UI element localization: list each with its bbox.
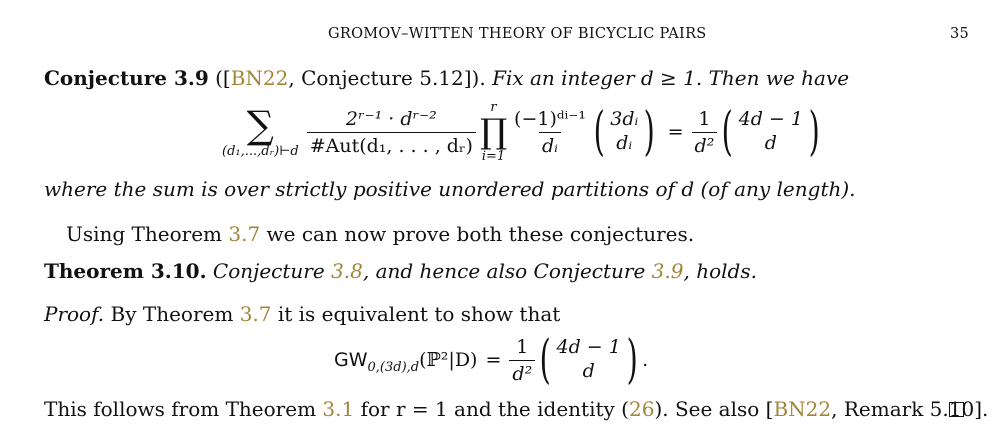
binomial-3di: 3dᵢ dᵢ — [610, 108, 639, 154]
conjecture-formula: ∑ (d₁,...,dᵣ)⊢d $\frac{\text{2ʳ⁻¹ · dʳ⁻²}}{\text{\#Aut(d₁, . . . , dᵣ)}}$ r ∏ i=1 $\frac{\text{(−1)ᵈⁱ⁻¹}}{\text{dᵢ}}$ ( 3dᵢ dᵢ ) = $\frac{1}{\text{d²}}$ ( 4d − 1 d ) — [222, 100, 820, 164]
cite-open: ([ — [215, 66, 231, 90]
proof-label: Proof. — [44, 302, 105, 326]
gw-subscript: 0,(3d),d — [367, 359, 420, 375]
sum-limit: (d₁,...,dᵣ)⊢d — [222, 143, 299, 159]
gw-argument: (ℙ²|D) — [419, 349, 478, 371]
term-fraction — [511, 108, 589, 157]
binomial-4d: 4d − 1 d — [738, 108, 803, 154]
ref-link-3-7[interactable]: 3.7 — [228, 222, 261, 246]
rhs-fraction: $\frac{1}{\text{d²}}$ — [692, 108, 718, 157]
cite-rest: , Conjecture 5.12]). — [288, 66, 486, 90]
theorem-label: Theorem 3.10. — [44, 259, 207, 283]
ref-link-3-7b[interactable]: 3.7 — [239, 302, 272, 326]
ref-link-26[interactable]: 26 — [628, 397, 655, 421]
sum-operator: ∑ (d₁,...,dᵣ)⊢d — [222, 102, 299, 159]
ref-link-3-8[interactable]: 3.8 — [331, 259, 363, 283]
cite-link-bn22b[interactable]: BN22 — [773, 397, 832, 421]
conjecture-label: Conjecture 3.9 — [44, 66, 209, 90]
ref-link-3-1[interactable]: 3.1 — [322, 397, 355, 421]
conjecture-statement: Fix an integer d ≥ 1. Then we have — [492, 66, 850, 90]
running-title: GROMOV–WITTEN THEORY OF BICYCLIC PAIRS — [328, 26, 707, 42]
prefactor-fraction — [307, 108, 476, 157]
product-lower: i=1 — [481, 149, 506, 164]
cite-link-bn22[interactable]: BN22 — [230, 66, 289, 90]
theorem-3-10: Theorem 3.10. Conjecture 3.8, and hence also Conjecture 3.9, holds. — [44, 259, 757, 283]
ref-link-3-9[interactable]: 3.9 — [651, 259, 684, 283]
proof-formula: GW $_{0,(3d),d}$ (ℙ²|D) = $\frac{1}{\text{d²}}$ ( 4d − 1 d ) . — [334, 330, 649, 390]
term-denominator: dᵢ — [539, 132, 561, 157]
page-number: 35 — [950, 26, 970, 42]
equals-sign: = — [667, 121, 684, 143]
product-operator: r ∏ i=1 — [479, 100, 508, 164]
gw-symbol: GW — [334, 349, 368, 371]
proof-fraction: $\frac{1}{\text{d²}}$ — [509, 336, 535, 385]
prefactor-denominator: #Aut(d₁, . . . , dᵣ) — [307, 132, 476, 157]
conjecture-remark: where the sum is over strictly positive unordered partitions of d (of any length). — [44, 177, 856, 201]
proof-conclusion: This follows from Theorem 3.1 for r = 1 and the identity (26). See also [BN22, Remark 5.10]. — [44, 397, 989, 421]
product-upper: r — [490, 100, 497, 115]
proof-intro: Proof. By Theorem 3.7 it is equivalent to show that — [44, 302, 561, 326]
conjecture-heading — [44, 66, 849, 90]
proof-binomial: 4d − 1 d — [556, 336, 621, 382]
prefactor-numerator: 2ʳ⁻¹ · dʳ⁻² — [345, 107, 437, 130]
paragraph-using-theorem: Using Theorem 3.7 we can now prove both these conjectures. — [66, 222, 695, 246]
qed-symbol — [949, 402, 964, 417]
term-numerator: (−1)ᵈⁱ⁻¹ — [514, 107, 586, 130]
